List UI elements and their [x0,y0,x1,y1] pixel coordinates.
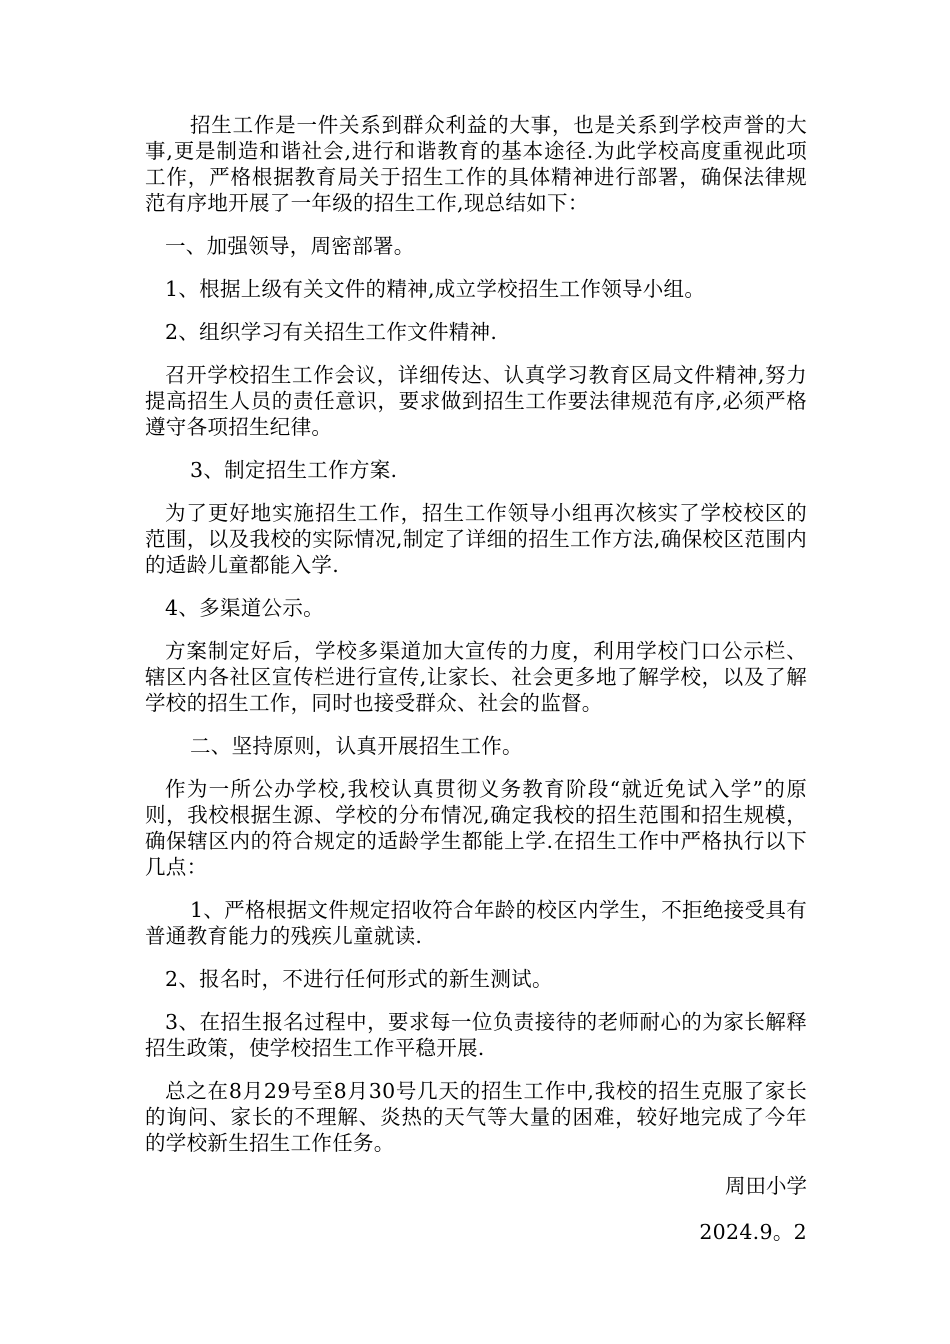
date: 2024.9。2 [699,1220,807,1244]
item-2-3: 3、在招生报名过程中，要求每一位负责接待的老师耐心的为家长解释招生政策，使学校招生工作平稳开展. [145,1010,807,1060]
item-1-4: 4、多渠道公示。 [165,596,324,620]
item-2-2: 2、报名时，不进行任何形式的新生测试。 [165,967,553,991]
item-1-1: 1、根据上级有关文件的精神,成立学校招生工作领导小组。 [165,277,706,301]
item-1-2: 2、组织学习有关招生工作文件精神. [165,320,498,344]
signature: 周田小学 [725,1174,807,1198]
conclusion-paragraph: 总之在8月29号至8月30号几天的招生工作中,我校的招生克服了家长的询问、家长的不理解、炎热的天气等大量的困难，较好地完成了今年的学校新生招生工作任务。 [145,1079,807,1155]
item-1-2-body: 召开学校招生工作会议，详细传达、认真学习教育区局文件精神,努力提高招生人员的责任意识，要求做到招生工作要法律规范有序,必须严格遵守各项招生纪律。 [145,363,807,439]
section-2-body: 作为一所公办学校,我校认真贯彻义务教育阶段“就近免试入学”的原则，我校根据生源、学校的分布情况,确定我校的招生范围和招生规模，确保辖区内的符合规定的适龄学生都能上学.在招生工作中严格执行以下几点： [145,777,807,879]
document-body [145,112,807,1245]
item-1-4-body: 方案制定好后，学校多渠道加大宣传的力度，利用学校门口公示栏、辖区内各社区宣传栏进行宣传,让家长、社会更多地了解学校，以及了解学校的招生工作，同时也接受群众、社会的监督。 [145,639,807,715]
item-2-1: 1、严格根据文件规定招收符合年龄的校区内学生，不拒绝接受具有普通教育能力的残疾儿童就读. [145,898,807,948]
item-1-3: 3、制定招生工作方案. [190,458,398,482]
item-1-3-body: 为了更好地实施招生工作，招生工作领导小组再次核实了学校校区的范围，以及我校的实际情况,制定了详细的招生工作方法,确保校区范围内的适龄儿童都能入学. [145,501,807,577]
intro-paragraph: 招生工作是一件关系到群众利益的大事，也是关系到学校声誉的大事,更是制造和谐社会,进行和谐教育的基本途径.为此学校高度重视此项工作，严格根据教育局关于招生工作的具体精神进行部署，确保法律规范有序地开展了一年级的招生工作,现总结如下： [145,113,807,215]
section-heading-2: 二、坚持原则，认真开展招生工作。 [190,734,523,758]
section-heading-1: 一、加强领导，周密部署。 [165,234,415,258]
